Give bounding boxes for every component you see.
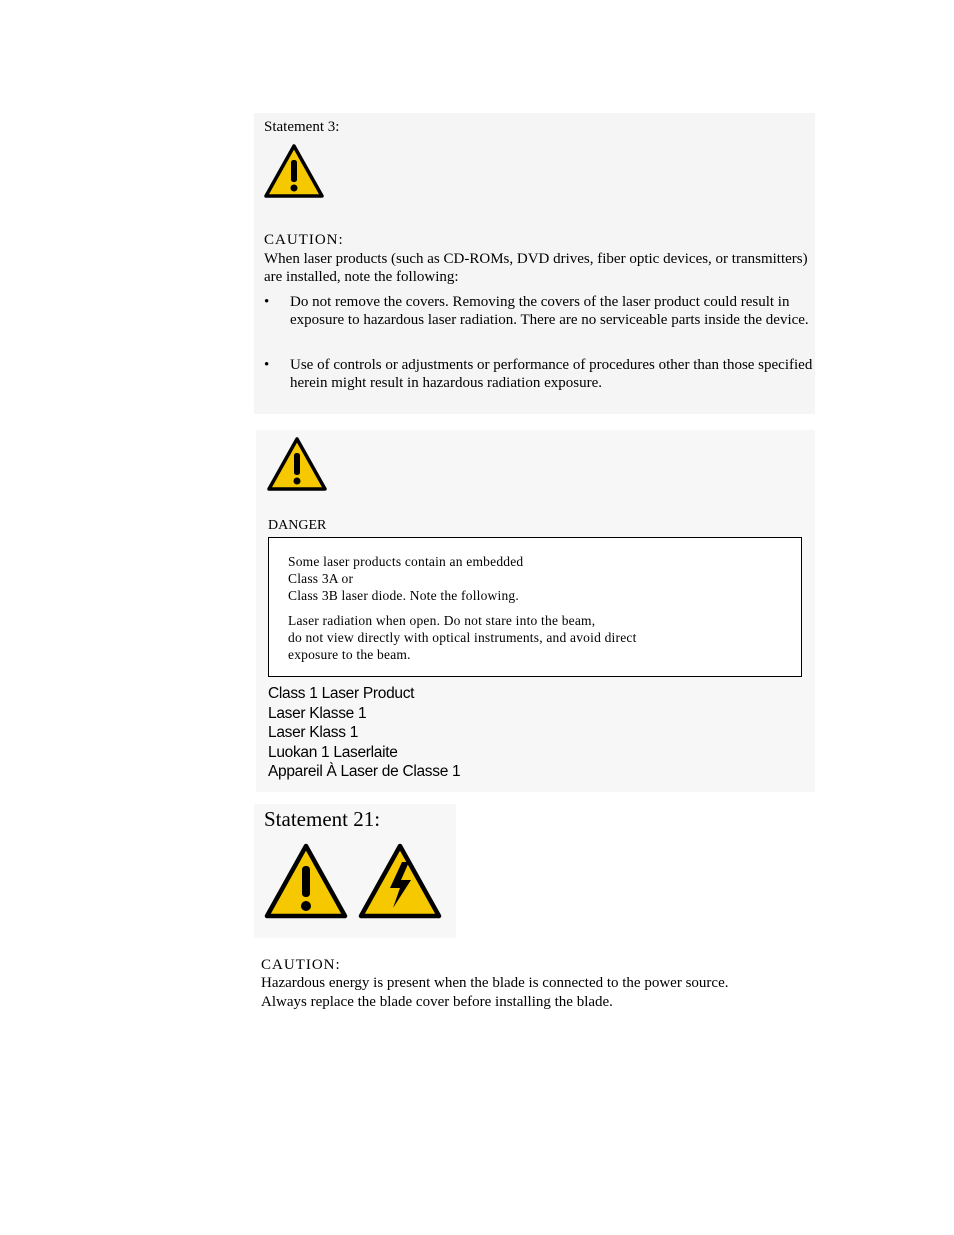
statement-21-caution — [261, 957, 821, 1012]
danger-box-line: Some laser products contain an embedded — [288, 554, 524, 569]
statement-21-caution-label: CAUTION: — [261, 957, 341, 973]
laser-class-line: Luokan 1 Laserlaite — [268, 743, 398, 761]
danger-notice-box — [268, 537, 802, 677]
statement-3-panel — [254, 113, 815, 414]
statement-3-intro: When laser products (such as CD-ROMs, DVD drives, fiber optic devices, or transmitters) are installed, note the following: — [264, 251, 808, 285]
statement-21-title: Statement 21: — [264, 807, 381, 831]
laser-class-line: Class 1 Laser Product — [268, 685, 415, 702]
statement-21-caution-line: Hazardous energy is present when the blade is connected to the power source. — [261, 975, 729, 991]
laser-class-line: Appareil À Laser de Classe 1 — [268, 763, 461, 780]
danger-box-line: do not view directly with optical instruments, and avoid direct — [288, 630, 637, 645]
statement-3-bullet — [264, 293, 814, 349]
statement-3-bullet-text: Do not remove the covers. Removing the covers of the laser product could result in exposure to hazardous laser radiation. There are no serviceable parts inside the device. — [290, 294, 809, 328]
laser-class-labels — [268, 684, 460, 782]
statement-3-title: Statement 3: — [264, 119, 340, 135]
danger-box-line: exposure to the beam. — [288, 647, 411, 662]
statement-21-caution-line: Always replace the blade cover before installing the blade. — [261, 994, 613, 1010]
danger-box-line: Laser radiation when open. Do not stare into the beam, — [288, 613, 596, 628]
statement-3-bullet-text: Use of controls or adjustments or performance of procedures other than those specified herein might result in hazardous radiation exposure. — [290, 357, 813, 391]
statement-21-panel — [254, 804, 456, 938]
statement-3-bullet — [264, 356, 814, 394]
bullet-mark: • — [264, 357, 270, 373]
bullet-mark: • — [264, 294, 270, 310]
danger-box-line: Class 3A or — [288, 571, 354, 586]
warning-triangle-icon — [263, 842, 349, 920]
laser-class-line: Laser Klass 1 — [268, 724, 359, 741]
warning-triangle-icon — [266, 436, 328, 492]
danger-box-line: Class 3B laser diode. Note the following. — [288, 588, 519, 603]
statement-3-caution-label: CAUTION: — [264, 232, 344, 248]
electrical-hazard-icon — [357, 842, 443, 920]
danger-label: DANGER — [268, 518, 327, 533]
laser-class-line: Laser Klasse 1 — [268, 704, 367, 722]
warning-triangle-icon — [263, 143, 325, 199]
danger-panel — [256, 430, 815, 792]
